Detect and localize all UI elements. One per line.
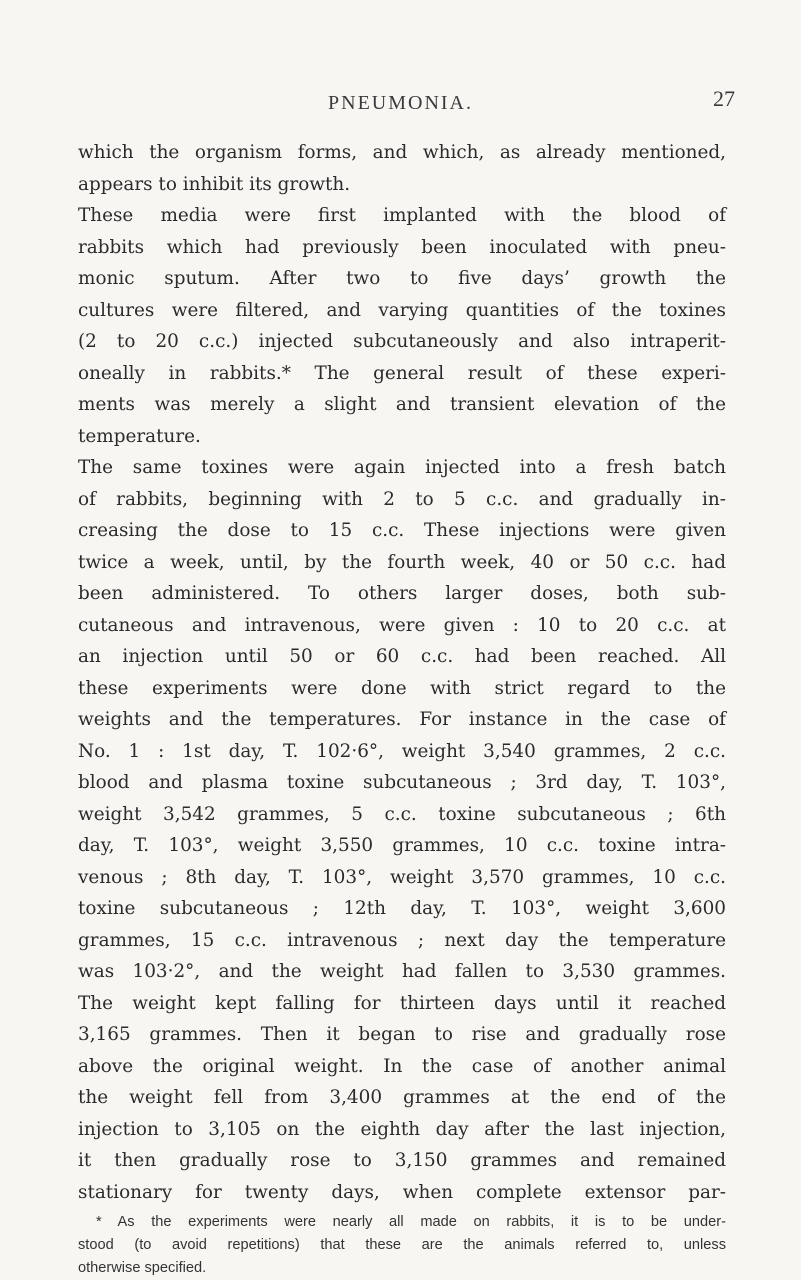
page-number: 27	[713, 86, 735, 111]
text-line: which the organism forms, and which, as already mentioned,	[78, 142, 726, 163]
text-line: weights and the temperatures. For instance in the case of	[78, 709, 726, 730]
text-line: the weight fell from 3,400 grammes at the end of the	[78, 1087, 726, 1108]
text-line: These media were first implanted with the blood of	[78, 205, 726, 226]
footnote	[78, 1211, 726, 1280]
footnote-line: * As the experiments were nearly all made on rabbits, it is to be under-	[96, 1214, 726, 1230]
text-line: The same toxines were again injected into a fresh batch	[78, 457, 726, 478]
text-line: toxine subcutaneous ; 12th day, T. 103°, weight 3,600	[78, 898, 726, 919]
footnote-line: otherwise specified.	[78, 1260, 207, 1276]
text-line: above the original weight. In the case of another animal	[78, 1055, 726, 1077]
text-line: been administered. To others larger doses, both sub-	[78, 583, 726, 604]
text-line: blood and plasma toxine subcutaneous ; 3rd day, T. 103°,	[78, 772, 726, 793]
footnote-line: stood (to avoid repetitions) that these are the animals referred to, unless	[78, 1237, 726, 1253]
text-line: grammes, 15 c.c. intravenous ; next day the temperature	[78, 929, 726, 951]
text-line: appears to inhibit its growth.	[78, 173, 351, 195]
text-line: cultures were filtered, and varying quantities of the toxines	[78, 299, 726, 321]
text-line: an injection until 50 or 60 c.c. had been reached. All	[78, 646, 726, 667]
text-line: of rabbits, beginning with 2 to 5 c.c. and gradually in-	[78, 488, 726, 510]
text-line: venous ; 8th day, T. 103°, weight 3,570 grammes, 10 c.c.	[78, 866, 726, 888]
text-line: injection to 3,105 on the eighth day after the last injection,	[78, 1118, 726, 1140]
text-line: cutaneous and intravenous, were given : 10 to 20 c.c. at	[78, 614, 726, 636]
text-line: weight 3,542 grammes, 5 c.c. toxine subcutaneous ; 6th	[78, 803, 726, 825]
text-line: 3,165 grammes. Then it began to rise and gradually rose	[78, 1024, 726, 1045]
text-line: monic sputum. After two to five days’ growth the	[78, 268, 726, 289]
text-line: these experiments were done with strict regard to the	[78, 677, 726, 699]
text-line: temperature.	[78, 425, 201, 447]
text-line: day, T. 103°, weight 3,550 grammes, 10 c.c. toxine intra-	[78, 835, 726, 856]
text-line: stationary for twenty days, when complete extensor par-	[78, 1181, 726, 1203]
running-title: PNEUMONIA.	[328, 92, 473, 114]
text-line: creasing the dose to 15 c.c. These injections were given	[78, 520, 726, 541]
body-text	[78, 137, 726, 1208]
text-line: (2 to 20 c.c.) injected subcutaneously and also intraperit-	[78, 331, 726, 352]
text-line: twice a week, until, by the fourth week, 40 or 50 c.c. had	[78, 551, 726, 573]
text-line: The weight kept falling for thirteen days until it reached	[78, 992, 726, 1014]
page-header	[0, 86, 801, 122]
text-line: oneally in rabbits.* The general result of these experi-	[78, 362, 726, 384]
text-line: was 103·2°, and the weight had fallen to 3,530 grammes.	[78, 961, 726, 982]
text-line: it then gradually rose to 3,150 grammes and remained	[78, 1150, 726, 1171]
text-line: rabbits which had previously been inoculated with pneu-	[78, 236, 726, 258]
text-line: No. 1 : 1st day, T. 102·6°, weight 3,540 grammes, 2 c.c.	[78, 740, 726, 762]
text-line: ments was merely a slight and transient elevation of the	[78, 394, 726, 415]
